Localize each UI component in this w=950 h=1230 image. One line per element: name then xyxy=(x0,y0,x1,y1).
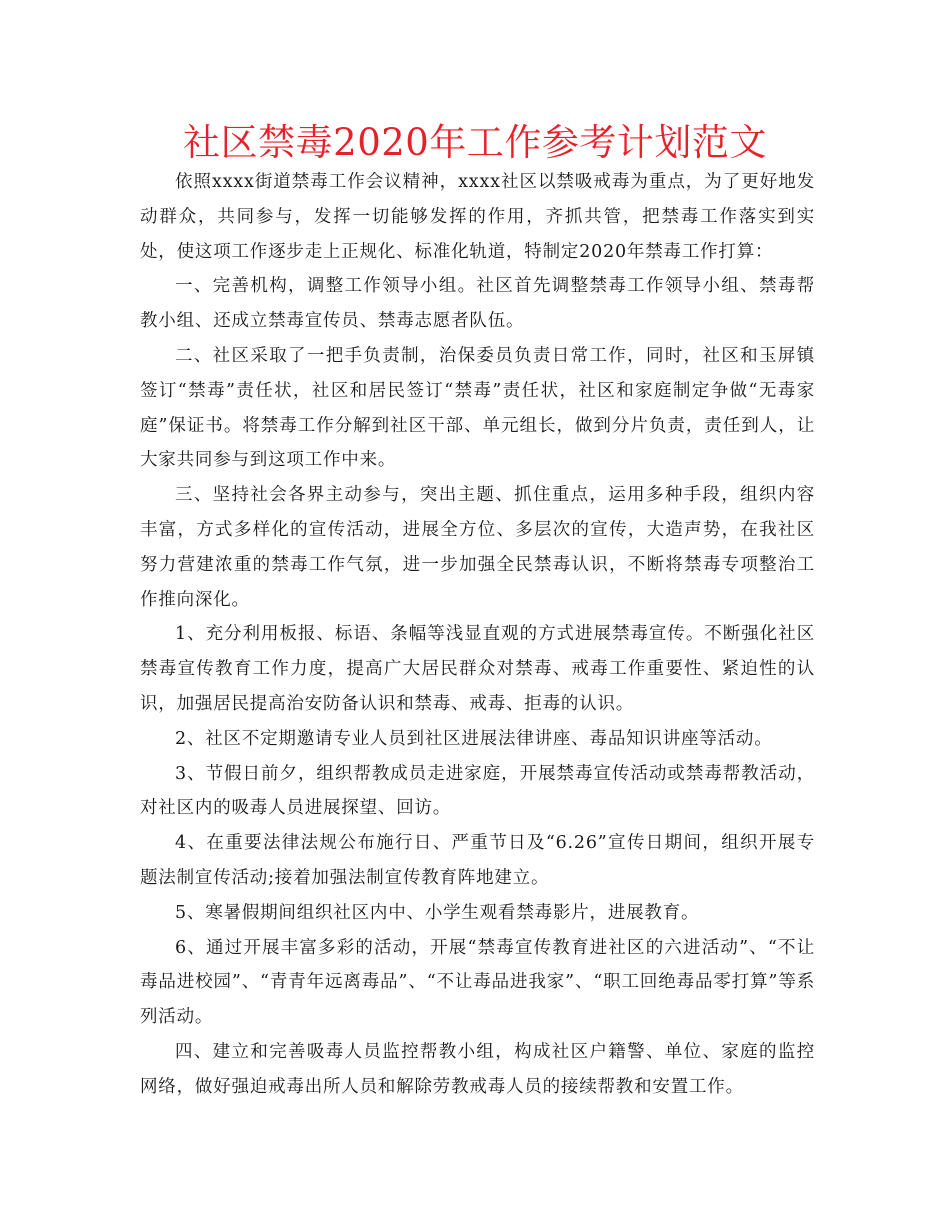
document-body xyxy=(140,165,815,1105)
paragraph-item-2: 2、社区不定期邀请专业人员到社区进展法律讲座、毒品知识讲座等活动。 xyxy=(175,728,773,749)
paragraph-item-1: 1、充分利用板报、标语、条幅等浅显直观的方式进展禁毒宣传。不断强化社区禁毒宣传教育工作力度，提高广大居民群众对禁毒、戒毒工作重要性、紧迫性的认识，加强居民提高治安防备认识和禁毒、戒毒、拒毒的认识。 xyxy=(140,624,815,714)
document-title: 社区禁毒2020年工作参考计划范文 xyxy=(183,121,767,164)
paragraph-section-4: 四、建立和完善吸毒人员监控帮教小组，构成社区户籍警、单位、家庭的监控网络，做好强迫戒毒出所人员和解除劳教戒毒人员的接续帮教和安置工作。 xyxy=(140,1041,815,1097)
paragraph-item-6: 6、通过开展丰富多彩的活动，开展“禁毒宣传教育进社区的六进活动”、“不让毒品进校园”、“青青年远离毒品”、“不让毒品进我家”、“职工回绝毒品零打算”等系列活动。 xyxy=(140,937,815,1028)
paragraph-section-3: 三、坚持社会各界主动参与，突出主题、抓住重点，运用多种手段，组织内容丰富，方式多样化的宣传活动，进展全方位、多层次的宣传，大造声势，在我社区努力营建浓重的禁毒工作气氛，进一步加强全民禁毒认识，不断将禁毒专项整治工作推向深化。 xyxy=(140,485,815,610)
paragraph-intro: 依照xxxx街道禁毒工作会议精神，xxxx社区以禁吸戒毒为重点，为了更好地发动群众，共同参与，发挥一切能够发挥的作用，齐抓共管，把禁毒工作落实到实处，使这项工作逐步走上正规化、标准化轨道，特制定2020年禁毒工作打算： xyxy=(140,172,815,262)
paragraph-item-5: 5、寒暑假期间组织社区内中、小学生观看禁毒影片，进展教育。 xyxy=(175,902,700,923)
paragraph-item-3: 3、节假日前夕，组织帮教成员走进家庭，开展禁毒宣传活动或禁毒帮教活动，对社区内的吸毒人员进展探望、回访。 xyxy=(140,763,815,819)
paragraph-item-4: 4、在重要法律法规公布施行日、严重节日及“6.26”宣传日期间，组织开展专题法制宣传活动;接着加强法制宣传教育阵地建立。 xyxy=(140,833,815,888)
paragraph-section-1: 一、完善机构，调整工作领导小组。社区首先调整禁毒工作领导小组、禁毒帮教小组、还成立禁毒宣传员、禁毒志愿者队伍。 xyxy=(140,276,815,332)
paragraph-section-2: 二、社区采取了一把手负责制，治保委员负责日常工作，同时，社区和玉屏镇签订“禁毒”责任状，社区和居民签订“禁毒”责任状，社区和家庭制定争做“无毒家庭”保证书。将禁毒工作分解到社区干部、单元组长，做到分片负责，责任到人，让大家共同参与到这项工作中来。 xyxy=(140,345,815,471)
